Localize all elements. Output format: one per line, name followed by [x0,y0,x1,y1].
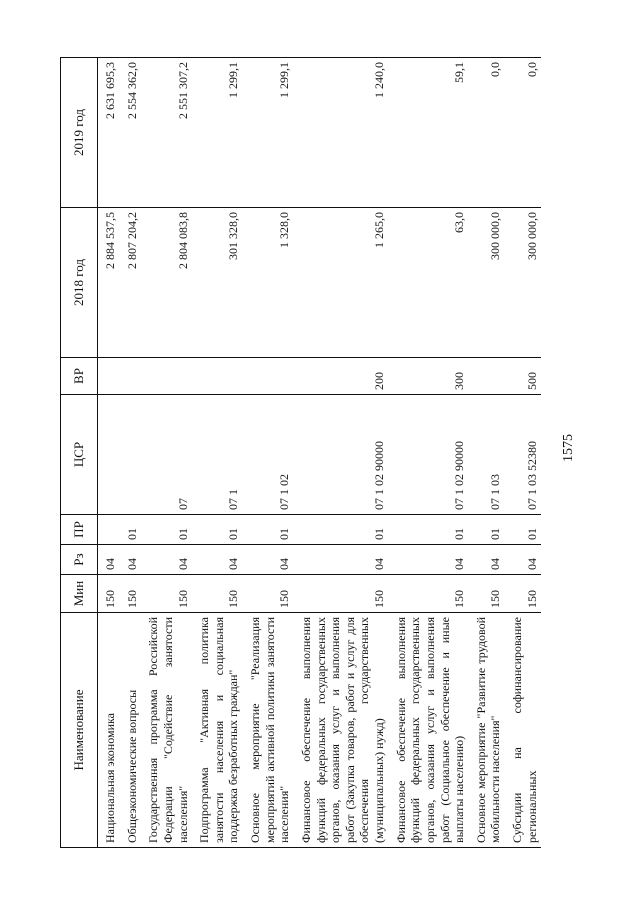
cell-rz: 04 [98,545,120,575]
cell-vr [120,358,142,395]
cell-rz: 04 [141,545,192,575]
header-2019: 2019 год [61,58,98,208]
cell-2018: 300 000,0 [469,208,505,358]
cell-vr [192,358,243,395]
header-pr: ПР [61,515,98,545]
cell-csr: 07 1 03 52380 [505,395,541,515]
cell-2018: 300 000,0 [505,208,541,358]
cell-csr: 07 1 03 [469,395,505,515]
cell-pr [98,515,120,545]
cell-min: 150 [294,575,389,613]
cell-name: Финансовое обеспечение выполнения функций федеральных государственных органов, оказания услуг и выполнения работ (Закупка товаров, работ и услуг для обеспечения государственных (муниципальных) нужд) [294,613,389,848]
cell-min: 150 [98,575,120,613]
document-sheet [60,58,560,848]
cell-2019: 2 631 695,3 [98,58,120,208]
table-header-row [61,58,98,848]
cell-min: 150 [120,575,142,613]
cell-csr [98,395,120,515]
header-csr: ЦСР [61,395,98,515]
cell-2019: 1 240,0 [294,58,389,208]
budget-table [60,57,541,848]
cell-pr: 01 [505,515,541,545]
table-row [243,58,294,848]
page-number: 1575 [561,434,576,462]
cell-min: 150 [243,575,294,613]
cell-2018: 63,0 [389,208,469,358]
cell-pr: 01 [294,515,389,545]
table-row [469,58,505,848]
cell-csr: 07 1 02 90000 [294,395,389,515]
cell-rz: 04 [294,545,389,575]
cell-2019: 0,0 [469,58,505,208]
table-row [98,58,120,848]
header-rz: Рз [61,545,98,575]
cell-min: 150 [389,575,469,613]
cell-min: 150 [505,575,541,613]
table-row [294,58,389,848]
cell-csr: 07 [141,395,192,515]
cell-rz: 04 [389,545,469,575]
cell-vr: 200 [294,358,389,395]
cell-2018: 2 807 204,2 [120,208,142,358]
table-row [389,58,469,848]
cell-2018: 1 328,0 [243,208,294,358]
cell-csr: 07 1 [192,395,243,515]
cell-2018: 2 884 537,5 [98,208,120,358]
cell-csr: 07 1 02 90000 [389,395,469,515]
table-row [120,58,142,848]
cell-name: Основное мероприятие "Развитие трудовой мобильности населения" [469,613,505,848]
header-2018: 2018 год [61,208,98,358]
cell-min: 150 [469,575,505,613]
table-row [505,58,541,848]
cell-min: 150 [192,575,243,613]
cell-name: Государственная программа Российской Федерации "Содействие занятости населения" [141,613,192,848]
cell-csr: 07 1 02 [243,395,294,515]
cell-vr [141,358,192,395]
rotated-page [60,58,560,848]
cell-2019: 2 554 362,0 [120,58,142,208]
cell-name: Финансовое обеспечение выполнения функций федеральных государственных органов, оказания услуг и выполнения работ (Социальное обеспечение и иные выплаты населению) [389,613,469,848]
header-min: Мин [61,575,98,613]
cell-pr: 01 [141,515,192,545]
cell-vr [469,358,505,395]
cell-rz: 04 [505,545,541,575]
cell-name: Субсидии на софинансирование региональных [505,613,541,848]
cell-vr [243,358,294,395]
cell-2019: 2 551 307,2 [141,58,192,208]
cell-pr: 01 [469,515,505,545]
header-vr: ВР [61,358,98,395]
cell-2019: 0,0 [505,58,541,208]
cell-pr: 01 [192,515,243,545]
cell-2019: 59,1 [389,58,469,208]
cell-name: Национальная экономика [98,613,120,848]
cell-pr: 01 [389,515,469,545]
cell-rz: 04 [192,545,243,575]
cell-csr [120,395,142,515]
header-name: Наименование [61,613,98,848]
cell-2018: 301 328,0 [192,208,243,358]
cell-rz: 04 [469,545,505,575]
cell-vr: 300 [389,358,469,395]
cell-rz: 04 [243,545,294,575]
cell-rz: 04 [120,545,142,575]
cell-2018: 1 265,0 [294,208,389,358]
cell-2019: 1 299,1 [243,58,294,208]
cell-2019: 1 299,1 [192,58,243,208]
cell-2018: 2 804 083,8 [141,208,192,358]
cell-pr: 01 [243,515,294,545]
cell-vr: 500 [505,358,541,395]
cell-pr: 01 [120,515,142,545]
table-row [141,58,192,848]
cell-name: Общеэкономические вопросы [120,613,142,848]
cell-min: 150 [141,575,192,613]
cell-name: Основное мероприятие "Реализация мероприятий активной политики занятости населения" [243,613,294,848]
table-row [192,58,243,848]
cell-vr [98,358,120,395]
cell-name: Подпрограмма "Активная политика занятости населения и социальная поддержка безработных граждан" [192,613,243,848]
